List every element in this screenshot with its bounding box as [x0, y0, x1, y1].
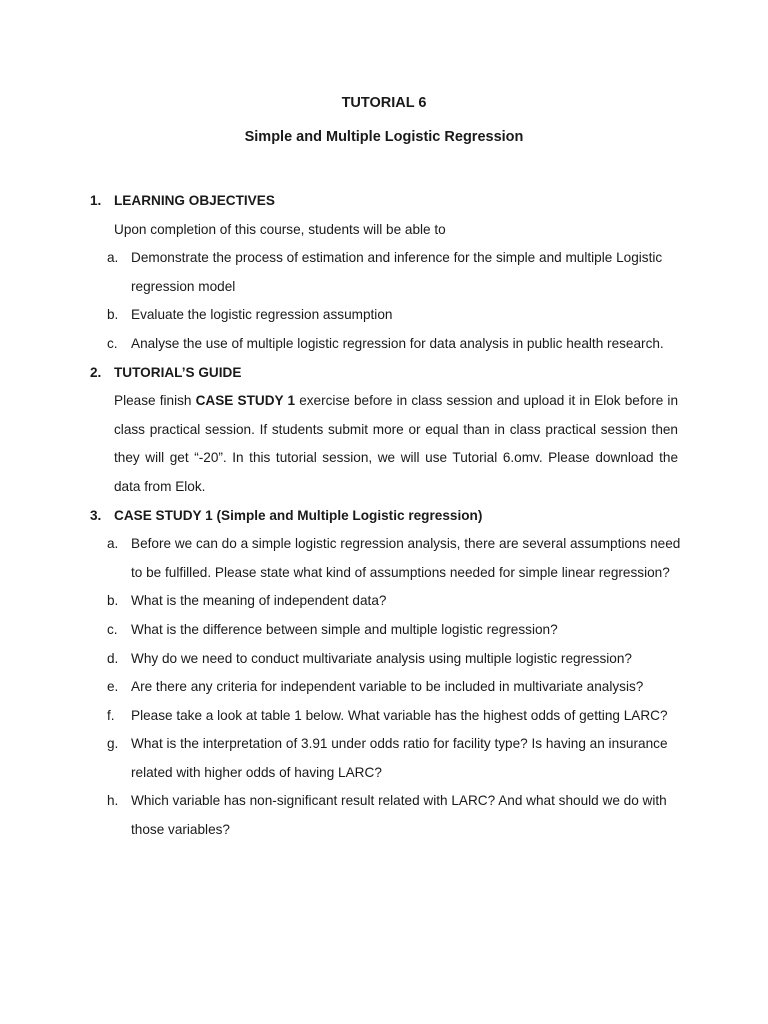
- list-item-objective-b: b. Evaluate the logistic regression assumption: [107, 307, 393, 323]
- page-subtitle: Simple and Multiple Logistic Regression: [244, 129, 524, 145]
- list-item-question-a-continued: to be fulfilled. Please state what kind of assumptions needed for simple linear regression?: [131, 564, 670, 580]
- list-item-question-b: b. What is the meaning of independent data?: [107, 593, 387, 609]
- section-heading-tutorials-guide: 2. TUTORIAL’S GUIDE: [90, 364, 242, 380]
- guide-paragraph-line-4: data from Elok.: [114, 478, 206, 494]
- document-body: [0, 187, 768, 845]
- list-item-question-c: c. What is the difference between simple and multiple logistic regression?: [107, 621, 558, 637]
- list-item-objective-c: c. Analyse the use of multiple logistic regression for data analysis in public health research.: [107, 335, 664, 351]
- section-heading-learning-objectives: 1. LEARNING OBJECTIVES: [90, 193, 275, 208]
- list-item-question-h: h. Which variable has non-significant result related with LARC? And what should we do with: [107, 793, 667, 809]
- case-study-emphasis: CASE STUDY 1: [195, 393, 296, 409]
- section-intro: Upon completion of this course, students will be able to: [114, 221, 446, 237]
- list-item-question-f: f. Please take a look at table 1 below. What variable has the highest odds of getting LARC?: [107, 707, 668, 723]
- list-item-question-g: g. What is the interpretation of 3.91 under odds ratio for facility type? Is having an insurance: [107, 736, 668, 752]
- guide-paragraph-line-3: they will get “-20”. In this tutorial session, we will use Tutorial 6.omv. Please download the: [114, 450, 678, 466]
- list-item-objective-a: a. Demonstrate the process of estimation and inference for the simple and multiple Logistic: [107, 250, 663, 266]
- guide-paragraph-line-2: class practical session. If students submit more or equal than in class practical session then: [114, 421, 678, 437]
- section-heading-case-study-1: 3. CASE STUDY 1 (Simple and Multiple Logistic regression): [90, 507, 483, 523]
- list-item-objective-a-continued: regression model: [131, 278, 236, 294]
- list-item-question-g-continued: related with higher odds of having LARC?: [131, 764, 382, 780]
- page-title: TUTORIAL 6: [341, 95, 427, 111]
- list-item-question-a: a. Before we can do a simple logistic regression analysis, there are several assumptions need: [107, 536, 681, 552]
- guide-paragraph-line-1: Please finish CASE STUDY 1 exercise before in class session and upload it in Elok before in: [114, 393, 679, 409]
- list-item-question-d: d. Why do we need to conduct multivariate analysis using multiple logistic regression?: [107, 650, 632, 666]
- list-item-question-e: e. Are there any criteria for independent variable to be included in multivariate analysis?: [107, 679, 644, 695]
- list-item-question-h-continued: those variables?: [131, 822, 230, 838]
